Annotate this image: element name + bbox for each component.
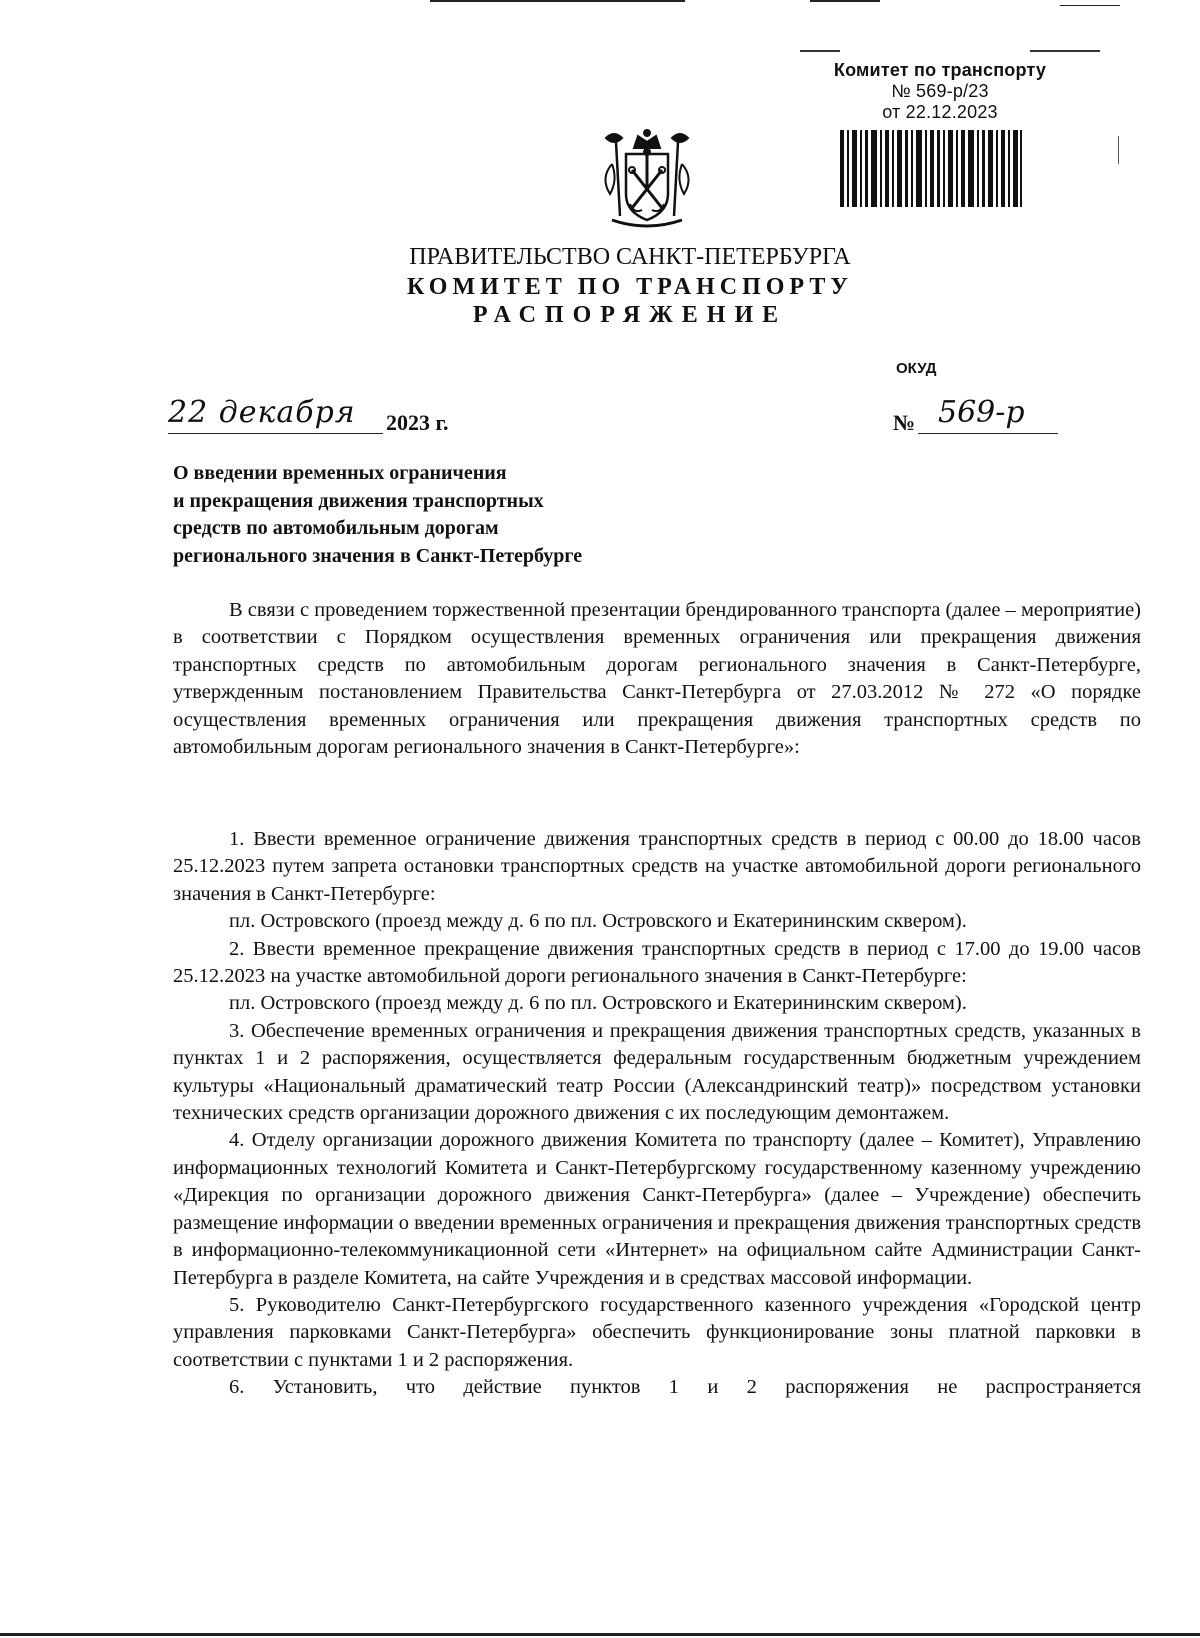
scan-edge-line xyxy=(1118,136,1119,164)
scan-edge-line xyxy=(1060,5,1120,6)
decree-items xyxy=(173,826,1141,1402)
preamble-paragraph: В связи с проведением торжественной презентации брендированного транспорта (далее – мероприятие) в соответствии с Порядком осуществления временных ограничения или прекращения движения транспортных средств по автомобильным дорогам регионального значения в Санкт-Петербурге, утвержденным постановлением Правительства Санкт-Петербурга от 27.03.2012 № 272 «О порядке осуществления временных ограничения или прекращения движения транспортных средств по автомобильным дорогам регионального значения в Санкт-Петербурге»: xyxy=(173,599,1141,759)
stamp-date: от 22.12.2023 xyxy=(882,102,998,122)
preamble xyxy=(173,597,1141,761)
date-handwritten-field xyxy=(168,395,383,434)
stamp-committee: Комитет по транспорту xyxy=(833,60,1047,80)
scan-bottom-line xyxy=(0,1633,1200,1636)
date-handwritten: 22 декабря xyxy=(168,395,356,430)
item-4: 4. Отделу организации дорожного движения Комитета по транспорту (далее – Комитет), Управлению информационных технологий Комитета и Санкт-Петербургскому государственному казенному учреждению «Дирекция по организации дорожного движения Санкт-Петербурга» (далее – Учреждение) обеспечить размещение информации о введении временных ограничения и прекращения движения транспортных средств в информационно-телекоммуникационной сети «Интернет» на официальном сайте Администрации Санкт-Петербурга в разделе Комитета, на сайте Учреждения и в средствах массовой информации. xyxy=(173,1129,1141,1289)
barcode xyxy=(840,130,1022,207)
item-5: 5. Руководителю Санкт-Петербургского государственного казенного учреждения «Городской центр управления парковками Санкт-Петербурга» обеспечить функционирование зоны платной парковки в соответствии с пунктами 1 и 2 распоряжения. xyxy=(173,1293,1141,1371)
item-2: 2. Ввести временное прекращение движения транспортных средств в период с 17.00 до 19.00 часов 25.12.2023 на участке автомобильной дороги регионального значения в Санкт-Петербурге: xyxy=(173,937,1141,988)
item-3: 3. Обеспечение временных ограничения и прекращения движения транспортных средств, указанных в пунктах 1 и 2 распоряжения, осуществляется федеральным государственным бюджетным учреждением культуры «Национальный драматический театр России (Александринский театр)» посредством установки технических средств организации дорожного движения с их последующим демонтажем. xyxy=(173,1019,1141,1125)
number-handwritten-field xyxy=(918,396,1058,434)
committee-name: КОМИТЕТ ПО ТРАНСПОРТУ xyxy=(407,274,853,300)
document-subject xyxy=(173,460,693,570)
number-label: № xyxy=(893,410,916,435)
coat-of-arms-icon xyxy=(592,128,702,232)
registration-stamp xyxy=(790,48,1090,123)
okud-label: ОКУД xyxy=(896,360,937,377)
scan-edge-line xyxy=(430,0,685,2)
scan-edge-line xyxy=(810,0,880,2)
item-1: 1. Ввести временное ограничение движения транспортных средств в период с 00.00 до 18.00 часов 25.12.2023 путем запрета остановки транспортных средств на участке автомобильной дороги регионального значения в Санкт-Петербурге: xyxy=(173,828,1141,905)
document-type: РАСПОРЯЖЕНИЕ xyxy=(472,302,788,328)
government-name: ПРАВИТЕЛЬСТВО САНКТ-ПЕТЕРБУРГА xyxy=(409,244,851,270)
number-handwritten: 569-р xyxy=(938,395,1025,430)
subject-line: регионального значения в Санкт-Петербурге xyxy=(173,544,583,567)
subject-line: и прекращения движения транспортных xyxy=(173,489,544,512)
date-year: 2023 г. xyxy=(386,410,449,435)
item-6: 6. Установить, что действие пунктов 1 и 2 распоряжения не распространяется xyxy=(229,1376,1141,1399)
item-1-address: пл. Островского (проезд между д. 6 по пл. Островского и Екатерининским сквером). xyxy=(229,910,967,933)
item-2-address: пл. Островского (проезд между д. 6 по пл. Островского и Екатерининским сквером). xyxy=(229,992,967,1015)
subject-line: средств по автомобильным дорогам xyxy=(173,517,499,539)
subject-line: О введении временных ограничения xyxy=(173,462,507,484)
stamp-number: № 569-р/23 xyxy=(891,81,989,101)
